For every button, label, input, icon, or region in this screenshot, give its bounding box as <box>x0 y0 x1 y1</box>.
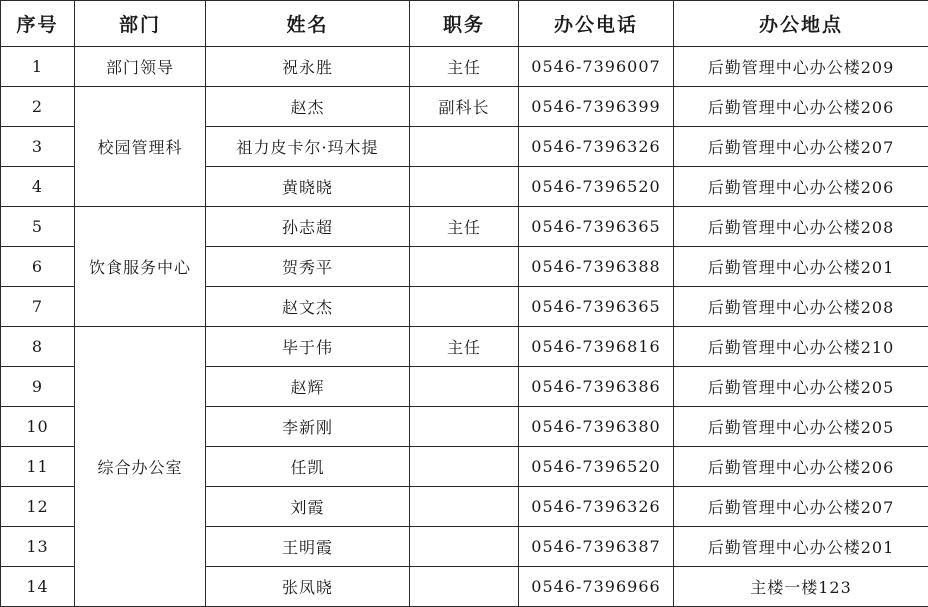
cell-name: 毕于伟 <box>206 327 410 367</box>
cell-location: 后勤管理中心办公楼207 <box>674 127 928 167</box>
cell-location: 后勤管理中心办公楼208 <box>674 207 928 247</box>
cell-location: 后勤管理中心办公楼205 <box>674 407 928 447</box>
cell-seq: 10 <box>1 407 75 447</box>
cell-name: 任凯 <box>206 447 410 487</box>
cell-seq: 1 <box>1 47 75 87</box>
cell-title <box>410 447 519 487</box>
header-seq: 序号 <box>1 1 75 47</box>
cell-seq: 5 <box>1 207 75 247</box>
cell-location: 后勤管理中心办公楼206 <box>674 447 928 487</box>
cell-title <box>410 487 519 527</box>
cell-name: 祖力皮卡尔·玛木提 <box>206 127 410 167</box>
header-phone: 办公电话 <box>519 1 674 47</box>
cell-title <box>410 167 519 207</box>
cell-seq: 11 <box>1 447 75 487</box>
cell-seq: 8 <box>1 327 75 367</box>
cell-seq: 4 <box>1 167 75 207</box>
cell-seq: 14 <box>1 567 75 607</box>
cell-seq: 2 <box>1 87 75 127</box>
cell-name: 赵文杰 <box>206 287 410 327</box>
cell-title <box>410 567 519 607</box>
cell-title <box>410 247 519 287</box>
cell-name: 赵辉 <box>206 367 410 407</box>
cell-dept: 饮食服务中心 <box>75 207 206 327</box>
cell-phone: 0546-7396966 <box>519 567 674 607</box>
cell-name: 李新刚 <box>206 407 410 447</box>
cell-phone: 0546-7396388 <box>519 247 674 287</box>
cell-title: 主任 <box>410 207 519 247</box>
cell-dept: 校园管理科 <box>75 87 206 207</box>
cell-seq: 12 <box>1 487 75 527</box>
cell-location: 后勤管理中心办公楼207 <box>674 487 928 527</box>
cell-name: 刘霞 <box>206 487 410 527</box>
cell-phone: 0546-7396380 <box>519 407 674 447</box>
cell-location: 主楼一楼123 <box>674 567 928 607</box>
cell-title: 主任 <box>410 47 519 87</box>
cell-location: 后勤管理中心办公楼209 <box>674 47 928 87</box>
cell-location: 后勤管理中心办公楼206 <box>674 167 928 207</box>
cell-seq: 9 <box>1 367 75 407</box>
table-header-row <box>1 1 928 47</box>
cell-location: 后勤管理中心办公楼201 <box>674 247 928 287</box>
cell-title <box>410 527 519 567</box>
cell-name: 祝永胜 <box>206 47 410 87</box>
cell-phone: 0546-7396007 <box>519 47 674 87</box>
cell-seq: 7 <box>1 287 75 327</box>
cell-seq: 13 <box>1 527 75 567</box>
cell-phone: 0546-7396816 <box>519 327 674 367</box>
cell-phone: 0546-7396386 <box>519 367 674 407</box>
cell-seq: 3 <box>1 127 75 167</box>
table-row <box>1 87 928 127</box>
cell-phone: 0546-7396387 <box>519 527 674 567</box>
cell-title: 副科长 <box>410 87 519 127</box>
cell-title: 主任 <box>410 327 519 367</box>
header-dept: 部门 <box>75 1 206 47</box>
cell-title <box>410 287 519 327</box>
cell-location: 后勤管理中心办公楼208 <box>674 287 928 327</box>
header-name: 姓名 <box>206 1 410 47</box>
cell-seq: 6 <box>1 247 75 287</box>
cell-name: 孙志超 <box>206 207 410 247</box>
header-location: 办公地点 <box>674 1 928 47</box>
cell-location: 后勤管理中心办公楼205 <box>674 367 928 407</box>
cell-location: 后勤管理中心办公楼210 <box>674 327 928 367</box>
cell-dept: 综合办公室 <box>75 327 206 607</box>
cell-location: 后勤管理中心办公楼206 <box>674 87 928 127</box>
cell-phone: 0546-7396326 <box>519 487 674 527</box>
cell-name: 黄晓晓 <box>206 167 410 207</box>
cell-phone: 0546-7396520 <box>519 447 674 487</box>
cell-phone: 0546-7396365 <box>519 207 674 247</box>
cell-title <box>410 127 519 167</box>
cell-name: 贺秀平 <box>206 247 410 287</box>
table-row <box>1 47 928 87</box>
cell-title <box>410 407 519 447</box>
table-row <box>1 207 928 247</box>
cell-phone: 0546-7396520 <box>519 167 674 207</box>
cell-dept: 部门领导 <box>75 47 206 87</box>
cell-phone: 0546-7396399 <box>519 87 674 127</box>
cell-name: 赵杰 <box>206 87 410 127</box>
cell-phone: 0546-7396365 <box>519 287 674 327</box>
cell-name: 王明霞 <box>206 527 410 567</box>
cell-title <box>410 367 519 407</box>
cell-location: 后勤管理中心办公楼201 <box>674 527 928 567</box>
table-row <box>1 327 928 367</box>
header-title: 职务 <box>410 1 519 47</box>
cell-name: 张凤晓 <box>206 567 410 607</box>
cell-phone: 0546-7396326 <box>519 127 674 167</box>
